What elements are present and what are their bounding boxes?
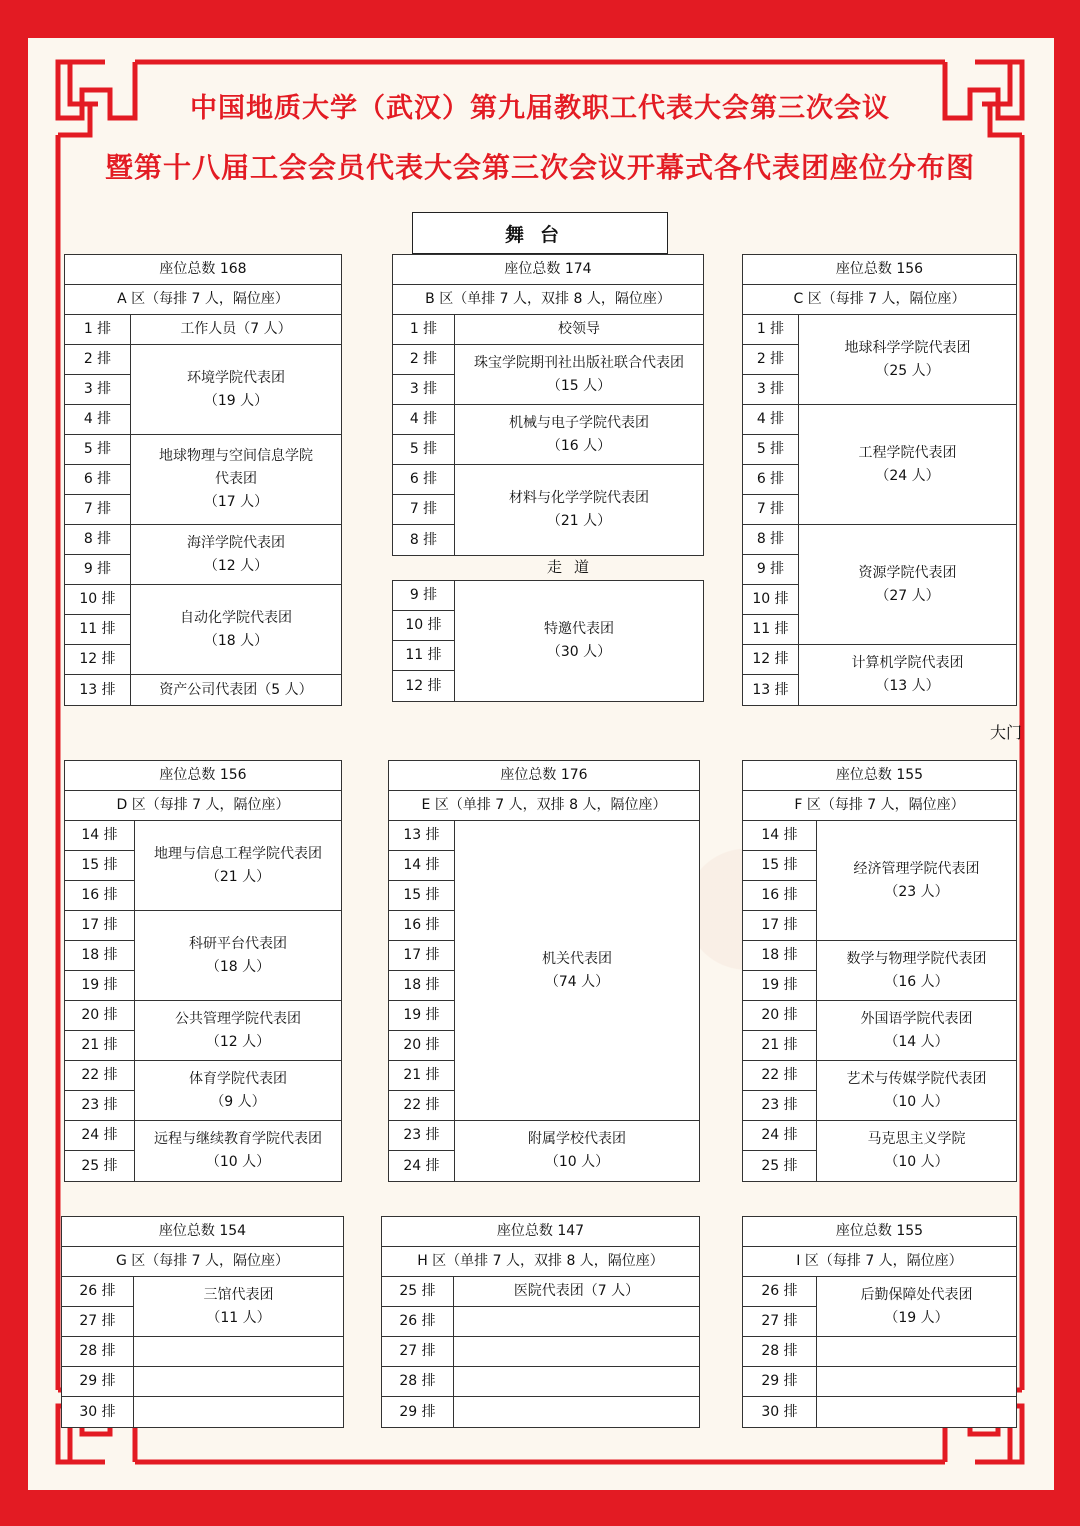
delegation-cell bbox=[134, 1367, 343, 1397]
delegation-text: 计算机学院代表团 bbox=[851, 655, 964, 671]
row-label: 25 排 bbox=[743, 1151, 817, 1181]
section-title: D 区（每排 7 人，隔位座） bbox=[65, 791, 341, 821]
section-c-table bbox=[742, 254, 1017, 706]
row-label: 19 排 bbox=[65, 971, 135, 1001]
row-label: 12 排 bbox=[393, 671, 455, 701]
delegation-text: 经济管理学院代表团 bbox=[853, 860, 980, 877]
delegation-text: （16 人） bbox=[546, 437, 612, 454]
page-title-line1: 中国地质大学（武汉）第九届教职工代表大会第三次会议 bbox=[190, 93, 890, 124]
delegation-cell bbox=[455, 315, 703, 345]
delegation-cell bbox=[134, 1277, 343, 1337]
row-label: 21 排 bbox=[743, 1031, 817, 1061]
section-f-table bbox=[742, 760, 1017, 1182]
row-label: 3 排 bbox=[393, 375, 455, 405]
delegation-cell bbox=[817, 941, 1016, 1001]
delegation-text: 数学与物理学院代表团 bbox=[846, 950, 987, 967]
delegation-text: 附属学校代表团 bbox=[528, 1131, 626, 1147]
delegation-text: （14 人） bbox=[884, 1033, 949, 1050]
row-label: 9 排 bbox=[65, 555, 131, 585]
delegation-text: （16 人） bbox=[884, 973, 949, 990]
delegation-text: （19 人） bbox=[203, 392, 269, 409]
section-title: E 区（单排 7 人，双排 8 人，隔位座） bbox=[389, 791, 699, 821]
delegation-cell bbox=[454, 1307, 699, 1337]
delegation-text: （17 人） bbox=[203, 494, 269, 510]
row-label: 2 排 bbox=[743, 345, 799, 375]
delegation-text: （10 人） bbox=[884, 1093, 949, 1110]
row-label: 25 排 bbox=[65, 1151, 135, 1181]
delegation-cell bbox=[799, 525, 1016, 645]
delegation-text: （27 人） bbox=[875, 587, 940, 604]
row-label: 27 排 bbox=[382, 1337, 454, 1367]
row-label: 7 排 bbox=[743, 495, 799, 525]
delegation-text: 机械与电子学院代表团 bbox=[509, 414, 649, 431]
row-label: 23 排 bbox=[65, 1091, 135, 1121]
delegation-text: 环境学院代表团 bbox=[187, 369, 285, 386]
delegation-cell bbox=[817, 1337, 1016, 1367]
row-label: 24 排 bbox=[743, 1121, 817, 1151]
section-total: 座位总数 154 bbox=[62, 1217, 343, 1247]
section-title: B 区（单排 7 人，双排 8 人，隔位座） bbox=[393, 285, 703, 315]
delegation-cell bbox=[131, 675, 341, 705]
delegation-text: （18 人） bbox=[203, 632, 269, 649]
row-label: 5 排 bbox=[65, 435, 131, 465]
row-label: 27 排 bbox=[743, 1307, 817, 1337]
delegation-cell bbox=[131, 525, 341, 585]
row-label: 1 排 bbox=[743, 315, 799, 345]
delegation-text: （10 人） bbox=[205, 1154, 271, 1170]
delegation-text: 外国语学院代表团 bbox=[860, 1010, 973, 1027]
row-label: 15 排 bbox=[389, 881, 455, 911]
section-total: 座位总数 156 bbox=[743, 255, 1016, 285]
row-label: 4 排 bbox=[65, 405, 131, 435]
delegation-text: 体育学院代表团 bbox=[189, 1070, 287, 1087]
delegation-text: 三馆代表团 bbox=[203, 1286, 274, 1303]
delegation-cell bbox=[134, 1397, 343, 1427]
delegation-text: （21 人） bbox=[546, 513, 612, 529]
row-label: 22 排 bbox=[65, 1061, 135, 1091]
delegation-cell bbox=[131, 435, 341, 525]
corridor-label: 走道 bbox=[547, 558, 602, 576]
row-label: 28 排 bbox=[382, 1367, 454, 1397]
delegation-cell bbox=[131, 315, 341, 345]
section-total: 座位总数 156 bbox=[65, 761, 341, 791]
row-label: 27 排 bbox=[62, 1307, 134, 1337]
row-label: 11 排 bbox=[65, 615, 131, 645]
delegation-cell bbox=[817, 821, 1016, 941]
row-label: 30 排 bbox=[743, 1397, 817, 1427]
delegation-cell bbox=[134, 1337, 343, 1367]
row-label: 14 排 bbox=[743, 821, 817, 851]
delegation-cell bbox=[454, 1367, 699, 1397]
row-label: 6 排 bbox=[743, 465, 799, 495]
row-label: 17 排 bbox=[65, 911, 135, 941]
row-label: 9 排 bbox=[393, 581, 455, 611]
row-label: 13 排 bbox=[743, 675, 799, 705]
delegation-text: （18 人） bbox=[205, 958, 271, 975]
row-label: 7 排 bbox=[393, 495, 455, 525]
row-label: 26 排 bbox=[743, 1277, 817, 1307]
row-label: 10 排 bbox=[743, 585, 799, 615]
delegation-cell bbox=[455, 345, 703, 405]
row-label: 9 排 bbox=[743, 555, 799, 585]
delegation-cell bbox=[454, 1277, 699, 1307]
section-total: 座位总数 155 bbox=[743, 761, 1016, 791]
row-label: 10 排 bbox=[65, 585, 131, 615]
section-i-table bbox=[742, 1216, 1017, 1428]
delegation-cell bbox=[817, 1367, 1016, 1397]
section-a-table bbox=[64, 254, 342, 706]
delegation-cell bbox=[817, 1121, 1016, 1181]
delegation-cell bbox=[817, 1397, 1016, 1427]
delegation-text: （15 人） bbox=[546, 377, 612, 394]
delegation-text: 远程与继续教育学院代表团 bbox=[154, 1131, 322, 1147]
row-label: 20 排 bbox=[65, 1001, 135, 1031]
delegation-cell bbox=[799, 405, 1016, 525]
row-label: 22 排 bbox=[389, 1091, 455, 1121]
delegation-text: 工程学院代表团 bbox=[858, 444, 957, 461]
section-total: 座位总数 155 bbox=[743, 1217, 1016, 1247]
delegation-text: 机关代表团 bbox=[542, 950, 612, 967]
delegation-text: 工作人员（7 人） bbox=[180, 321, 292, 337]
row-label: 24 排 bbox=[65, 1121, 135, 1151]
section-total: 座位总数 147 bbox=[382, 1217, 699, 1247]
row-label: 5 排 bbox=[393, 435, 455, 465]
row-label: 28 排 bbox=[62, 1337, 134, 1367]
delegation-text: 科研平台代表团 bbox=[189, 935, 287, 952]
delegation-cell bbox=[454, 1397, 699, 1427]
row-label: 16 排 bbox=[65, 881, 135, 911]
delegation-text: （74 人） bbox=[544, 973, 610, 990]
row-label: 24 排 bbox=[389, 1151, 455, 1181]
row-label: 15 排 bbox=[65, 851, 135, 881]
row-label: 14 排 bbox=[65, 821, 135, 851]
section-title: C 区（每排 7 人，隔位座） bbox=[743, 285, 1016, 315]
row-label: 8 排 bbox=[743, 525, 799, 555]
row-label: 29 排 bbox=[62, 1367, 134, 1397]
section-total: 座位总数 174 bbox=[393, 255, 703, 285]
row-label: 16 排 bbox=[389, 911, 455, 941]
row-label: 14 排 bbox=[389, 851, 455, 881]
section-title: F 区（每排 7 人，隔位座） bbox=[743, 791, 1016, 821]
section-title: G 区（每排 7 人，隔位座） bbox=[62, 1247, 343, 1277]
delegation-text: 自动化学院代表团 bbox=[180, 609, 292, 626]
row-label: 18 排 bbox=[389, 971, 455, 1001]
delegation-text: 资源学院代表团 bbox=[858, 564, 957, 581]
delegation-text: （24 人） bbox=[875, 467, 940, 484]
row-label: 1 排 bbox=[65, 315, 131, 345]
row-label: 5 排 bbox=[743, 435, 799, 465]
row-label: 13 排 bbox=[389, 821, 455, 851]
row-label: 18 排 bbox=[65, 941, 135, 971]
row-label: 30 排 bbox=[62, 1397, 134, 1427]
row-label: 11 排 bbox=[743, 615, 799, 645]
delegation-cell bbox=[455, 821, 699, 1121]
row-label: 8 排 bbox=[393, 525, 455, 555]
row-label: 28 排 bbox=[743, 1337, 817, 1367]
row-label: 17 排 bbox=[743, 911, 817, 941]
row-label: 6 排 bbox=[65, 465, 131, 495]
row-label: 11 排 bbox=[393, 641, 455, 671]
row-label: 7 排 bbox=[65, 495, 131, 525]
delegation-text: 材料与化学学院代表团 bbox=[509, 490, 649, 506]
section-title: H 区（单排 7 人，双排 8 人，隔位座） bbox=[382, 1247, 699, 1277]
stage-box bbox=[412, 212, 668, 254]
row-label: 10 排 bbox=[393, 611, 455, 641]
row-label: 12 排 bbox=[65, 645, 131, 675]
row-label: 8 排 bbox=[65, 525, 131, 555]
delegation-cell bbox=[799, 645, 1016, 705]
delegation-cell bbox=[135, 821, 341, 911]
section-total: 座位总数 176 bbox=[389, 761, 699, 791]
delegation-text: （9 人） bbox=[210, 1093, 266, 1110]
page-title-line2: 暨第十八届工会会员代表大会第三次会议开幕式各代表团座位分布图 bbox=[104, 151, 975, 184]
row-label: 2 排 bbox=[393, 345, 455, 375]
section-total: 座位总数 168 bbox=[65, 255, 341, 285]
row-label: 23 排 bbox=[389, 1121, 455, 1151]
row-label: 4 排 bbox=[393, 405, 455, 435]
delegation-cell bbox=[817, 1061, 1016, 1121]
section-e-table bbox=[388, 760, 700, 1182]
section-g-table bbox=[61, 1216, 344, 1428]
delegation-text: 地球科学学院代表团 bbox=[844, 339, 971, 356]
delegation-text: 医院代表团（7 人） bbox=[513, 1283, 640, 1299]
delegation-cell bbox=[455, 465, 703, 555]
row-label: 1 排 bbox=[393, 315, 455, 345]
delegation-cell bbox=[817, 1001, 1016, 1061]
row-label: 25 排 bbox=[382, 1277, 454, 1307]
delegation-cell bbox=[131, 345, 341, 435]
row-label: 15 排 bbox=[743, 851, 817, 881]
row-label: 19 排 bbox=[389, 1001, 455, 1031]
row-label: 6 排 bbox=[393, 465, 455, 495]
row-label: 20 排 bbox=[389, 1031, 455, 1061]
section-b-table bbox=[392, 254, 704, 556]
row-label: 29 排 bbox=[743, 1367, 817, 1397]
delegation-text: （10 人） bbox=[884, 1154, 949, 1170]
delegation-text: （13 人） bbox=[875, 678, 940, 694]
row-label: 16 排 bbox=[743, 881, 817, 911]
delegation-cell bbox=[131, 585, 341, 675]
row-label: 17 排 bbox=[389, 941, 455, 971]
row-label: 23 排 bbox=[743, 1091, 817, 1121]
row-label: 29 排 bbox=[382, 1397, 454, 1427]
delegation-cell bbox=[454, 1337, 699, 1367]
delegation-text: 珠宝学院期刊社出版社联合代表团 bbox=[474, 354, 684, 371]
row-label: 21 排 bbox=[389, 1061, 455, 1091]
delegation-text: 公共管理学院代表团 bbox=[175, 1010, 301, 1027]
row-label: 3 排 bbox=[65, 375, 131, 405]
delegation-text: （10 人） bbox=[544, 1154, 610, 1170]
delegation-text: 地理与信息工程学院代表团 bbox=[154, 845, 322, 862]
row-label: 22 排 bbox=[743, 1061, 817, 1091]
delegation-text: 资产公司代表团（5 人） bbox=[159, 681, 313, 698]
delegation-text: 艺术与传媒学院代表团 bbox=[846, 1070, 987, 1087]
delegation-text: （30 人） bbox=[546, 644, 612, 660]
row-label: 19 排 bbox=[743, 971, 817, 1001]
section-d-table bbox=[64, 760, 342, 1182]
delegation-cell bbox=[455, 581, 703, 701]
delegation-text: （23 人） bbox=[884, 883, 949, 900]
delegation-text: （12 人） bbox=[205, 1033, 271, 1050]
delegation-cell bbox=[135, 1061, 341, 1121]
delegation-text: （19 人） bbox=[884, 1309, 949, 1326]
gate-label: 大门 bbox=[990, 723, 1023, 742]
row-label: 4 排 bbox=[743, 405, 799, 435]
delegation-cell bbox=[455, 1121, 699, 1181]
delegation-text: （25 人） bbox=[875, 362, 940, 379]
delegation-text: （21 人） bbox=[205, 868, 271, 885]
row-label: 2 排 bbox=[65, 345, 131, 375]
delegation-text: 代表团 bbox=[215, 471, 257, 487]
delegation-text: 海洋学院代表团 bbox=[187, 534, 285, 551]
row-label: 21 排 bbox=[65, 1031, 135, 1061]
delegation-text: 马克思主义学院 bbox=[867, 1131, 966, 1147]
row-label: 3 排 bbox=[743, 375, 799, 405]
row-label: 20 排 bbox=[743, 1001, 817, 1031]
delegation-cell bbox=[799, 315, 1016, 405]
row-label: 12 排 bbox=[743, 645, 799, 675]
delegation-cell bbox=[817, 1277, 1016, 1337]
row-label: 26 排 bbox=[382, 1307, 454, 1337]
row-label: 13 排 bbox=[65, 675, 131, 705]
section-b2-table bbox=[392, 580, 704, 702]
stage-label: 舞台 bbox=[504, 223, 575, 246]
delegation-text: （11 人） bbox=[206, 1309, 271, 1326]
delegation-text: （12 人） bbox=[203, 557, 269, 574]
section-h-table bbox=[381, 1216, 700, 1428]
section-title: I 区（每排 7 人，隔位座） bbox=[743, 1247, 1016, 1277]
delegation-cell bbox=[135, 1001, 341, 1061]
section-title: A 区（每排 7 人，隔位座） bbox=[65, 285, 341, 315]
delegation-text: 校领导 bbox=[558, 321, 600, 337]
delegation-text: 特邀代表团 bbox=[544, 621, 614, 637]
delegation-cell bbox=[455, 405, 703, 465]
delegation-cell bbox=[135, 911, 341, 1001]
delegation-text: 地球物理与空间信息学院 bbox=[159, 448, 313, 464]
delegation-text: 后勤保障处代表团 bbox=[860, 1286, 973, 1303]
row-label: 18 排 bbox=[743, 941, 817, 971]
row-label: 26 排 bbox=[62, 1277, 134, 1307]
delegation-cell bbox=[135, 1121, 341, 1181]
